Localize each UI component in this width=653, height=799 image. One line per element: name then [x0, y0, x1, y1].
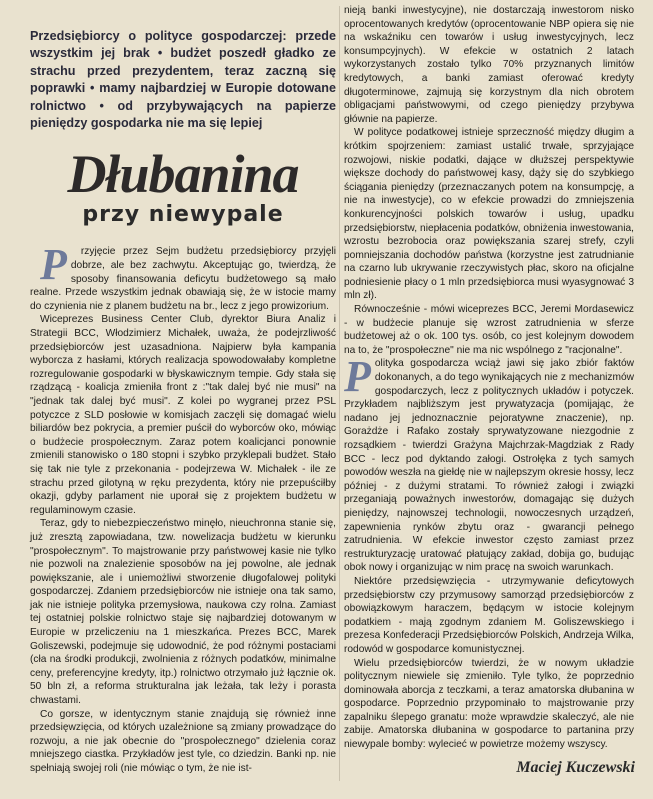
- paragraph: Co gorsze, w identycznym stanie znajdują się również inne przedsięwzięcia, od których uzależnione są zmiany prowadzące do rozwoju, a nie jak obecnie do "prospołecznego" dzielenia coraz mniejszego ciastka. Przykładów jest tyle, co dziedzin. Banki np. nie spełniają swojej roli (nie mówiąc o tym, że nie ist-: [30, 708, 336, 774]
- author-signature: Maciej Kuczewski: [516, 759, 635, 776]
- column-divider: [339, 6, 340, 781]
- paragraph-text: olityka gospodarcza wciąż jawi się jako zbiór faktów dokonanych, a do tego wynikających nie z mechanizmów gospodarczych, lecz z politycznych układów i potyczek. Przykładem najbliższym jest prywatyzacja (pomijając, że nadano jej jednoznacznie pejoratywne znaczenie), np. Gorażdże i Rafako zostały sprywatyzowane niezgodnie z rozsądkiem - twierdzi Grażyna Majchrzak-Magdziak z Rady BCC - lecz pod dyktando załogi. Ostrołęka z tych samych powodów weszła na giełdę nie w najlepszym okresie hossy, lecz później - z dużymi stratami. To również załogi i związki przeganiają poważnych inwestorów, domagając się dużych pieniędzy, najnowszej technologii, nowoczesnych urządzeń, zapewnienia rynków zbytu oraz - gwarancji pełnego zatrudnienia. W efekcie inwestor często zamiast przez restrukturyzację uratować płatujący zakład, dobija go, budując obok nowy i organizując w nim pracę na swoich warunkach.: [344, 358, 634, 574]
- paragraph: Teraz, gdy to niebezpieczeństwo minęło, nieuchronna stanie się, już zresztą zapowiadana, tzw. nowelizacja budżetu w kierunku "prospołecznym". To majstrowanie przy państwowej kasie nie tylko nie pozwoli na znalezienie sposobów na jej powolne, ale jednak powiększanie, ale i uniemożliwi stworzenie długofalowej polityki gospodarczej. Zdaniem przedsiębiorców nie istnieje ona tak samo, jak nie istnieje polityka przemysłowa, naukowa czy rolna. Zamiast tej ostatniej polskie rolnictwo staje się najbardziej dotowanym w Europie w przeliczeniu na 1 mieszkańca. Prezes BCC, Marek Goliszewski, podejmuje się udowodnić, że pod różnymi postaciami (cła na środki produkcji, zwolnienia z różnych podatków, minimalne ceny, preferencyjne kredyty, itp.) rolnictwo otrzymało już łącznie ok. 50 bln zł, a reforma strukturalna jak leżała, tak leży i porasta chwastami.: [30, 518, 336, 707]
- paragraph: [30, 240, 336, 313]
- paragraph-text: rzyjęcie przez Sejm budżetu przedsiębiorcy przyjęli dobrze, ale bez zachwytu. Akceptując go, twierdzą, że sposoby finansowania deficytu budżetowego są mało realne. Przede wszystkim jednak obawiają się, że w istocie mamy do czynienia nie z planem budżetu na br., lecz z jego prowizorium.: [30, 246, 336, 312]
- paragraph: Niektóre przedsięwzięcia - utrzymywanie deficytowych przedsiębiorstw czy przymusowy samorząd przedsiębiorców z obowiązkowym haraczem, będącym w istocie kolejnym podatkiem - mają zgodnym zdaniem M. Goliszewskiego i prezesa Konfederacji Przedsiębiorców Polskich, Andrzeja Wilka, rodowód w gospodarce komunistycznej.: [344, 575, 634, 655]
- paragraph: Wielu przedsiębiorców twierdzi, że w nowym układzie politycznym niewiele się zmieniło. Tyle tylko, że poprzednio dominowała aborcja z teczkami, a teraz amatorska dłubanina w gospodarce. Poprzednio przypominało to majstrowanie przy zapalniku ślepego granatu: może wprawdzie skaleczyć, ale nie zabije. Amatorska dłubanina w gospodarce to partanina przy niewypale bomby: wylecieć w powietrze możemy wszyscy.: [344, 657, 634, 751]
- paragraph: Równocześnie - mówi wiceprezes BCC, Jeremi Mordasewicz - w budżecie planuje się wzrost zatrudnienia w sferze budżetowej aż o ok. 100 tys. osób, co jest kolejnym dowodem na to, że "prospołeczne" nie ma nic wspólnego z "racjonalne".: [344, 304, 634, 356]
- paragraph: Wiceprezes Business Center Club, dyrektor Biura Analiz i Strategii BCC, Włodzimierz Michałek, uważa, że podejrzliwość przedsiębiorców jest uzasadniona. Najpierw była kampania wyborcza z hasłami, których realizacja spowodowałaby kompletne rozregulowanie gospodarki w błyskawicznym tempie. Gdy stała się rządzącą - koalicja zmieniła front z :"tak dalej być nie musi" na "jednak tak dalej być musi". Z kolei po wygranej przez PSL potyczce z SLD posłowie w komisjach zaczęli się domagać wielu biliardów bez pokrycia, a premier puścił do wyborców oko, mówiąc o budżecie prospołecznym. Zaraz potem koalicjanci ponownie zmienili stanowisko o 180 stopni i szybko przyklepali budżet. Stało się tak nie tyle z przekonania - podejrzewa W. Michałek - ile ze strachu przed gilotyną w ręku prezydenta, który nie przepuściłby okazji, gdyby parlament nie uporał się z projektem budżetu w regulaminowym czasie.: [30, 314, 336, 516]
- left-column: [30, 28, 336, 776]
- drop-cap: P: [40, 240, 67, 290]
- paragraph: W polityce podatkowej istnieje sprzeczność między długim a krótkim spojrzeniem: zamiast ustalić trwałe, sprzyjające rozwojowi, niskie podatki, dające w dłuższej perspektywie większe dochody do państwowej kasy, dąży się do szybkiego ściągania pieniędzy (przeznaczanych potem na konsumpcję, a nie na inwestycje), co w efekcie prowadzi do zmniejszenia konkurencyjności polskich towarów i usług, upadku przedsiębiorstw, niepłacenia podatków, obniżenia inwestowania, wzrostu bezrobocia oraz powiększania szarej strefy, czyli pomniejszania dochodów państwa (korzystne jest zatrudnianie na czarno lub ukrywanie rzeczywistych płac, skoro na oficjalne podniesienie płacy o 1 mln przedsiębiorca musi wyasygnować 3 mln zł).: [344, 127, 634, 302]
- right-column: [344, 4, 634, 752]
- article-subtitle: przy niewypale: [82, 202, 284, 228]
- article-title: Dłubanina: [67, 144, 299, 205]
- drop-cap: P: [344, 352, 371, 402]
- article-lead: Przedsiębiorcy o polityce gospodarczej: przede wszystkim jej brak • budżet poszedł gładko ze strachu przed prezydentem, teraz zaczną się poprawki • mamy najbardziej w Europie dotowane rolnictwo • od przybywających na papierze pieniędzy gospodarka nie ma się lepiej: [30, 29, 336, 131]
- paragraph: nieją banki inwestycyjne), nie dostarczają inwestorom nisko oprocentowanych kredytów (oprocentowanie NBP opiera się nie na wskaźniku cen towarów i usług inwestycyjnych, lecz konsumpcyjnych). W efekcie w ostatnich 2 latach wykorzystanych zostało tylko 70% przyznanych limitów kredytowych, a banki zamiast oferować kredyty długoterminowe, zajmują się korzystnym dla nich obrotem obligacjami państwowymi, od czego pieniędzy przybywa głównie na papierze.: [344, 5, 634, 125]
- paragraph: [344, 352, 634, 575]
